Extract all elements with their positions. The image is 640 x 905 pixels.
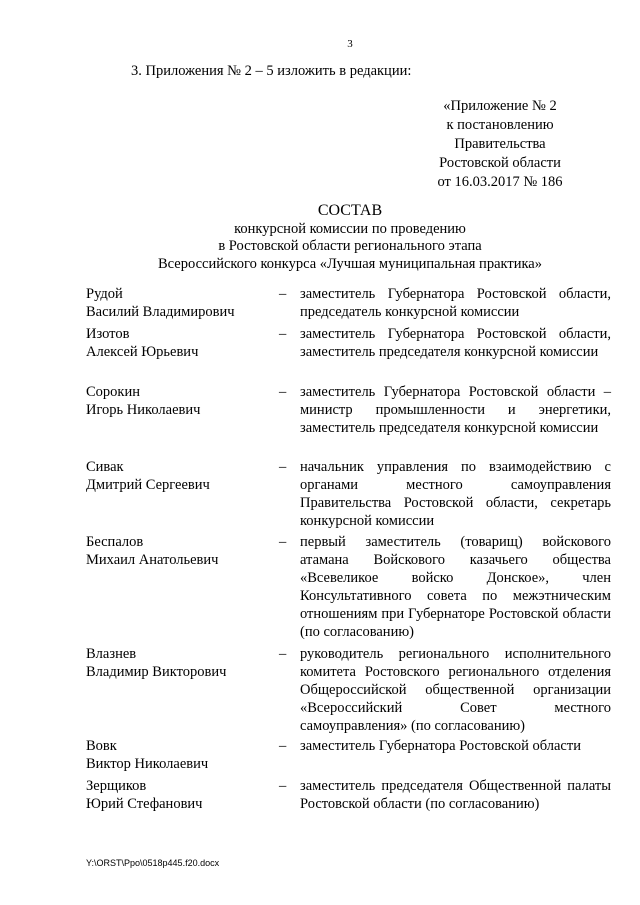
appendix-reference: [420, 97, 580, 192]
title-heading: СОСТАВ: [317, 202, 383, 219]
member-role: первый заместитель (товарищ) войскового атамана Войскового казачьего общества «Всевеликое войско Донское», член Консультативного совета по межэтническим отношениям при Губернаторе Ростовской области (по согласованию): [300, 534, 611, 640]
appendix-line: «Приложение № 2: [443, 98, 557, 114]
member-given-names: Дмитрий Сергеевич: [86, 477, 210, 493]
appendix-line: к постановлению: [446, 117, 554, 133]
dash-separator: –: [279, 738, 287, 754]
member-role: заместитель Губернатора Ростовской области – министр промышленности и энергетики, заместитель председателя конкурсной комиссии: [300, 384, 611, 436]
dash-separator: –: [279, 286, 287, 302]
member-role: начальник управления по взаимодействию с органами местного самоуправления Правительства Ростовской области, секретарь конкурсной комиссии: [300, 459, 611, 529]
member-given-names: Василий Владимирович: [86, 304, 235, 320]
dash-separator: –: [279, 384, 287, 400]
title-line: в Ростовской области регионального этапа: [218, 238, 482, 254]
member-surname: Зерщиков: [86, 778, 147, 794]
member-surname: Беспалов: [86, 534, 144, 550]
appendix-line: Правительства: [454, 136, 546, 152]
member-role: заместитель Губернатора Ростовской области, заместитель председателя конкурсной комиссии: [300, 326, 611, 360]
member-name: [86, 383, 276, 419]
member-given-names: Михаил Анатольевич: [86, 552, 219, 568]
member-name: [86, 285, 276, 321]
dash-separator: –: [279, 459, 287, 475]
member-surname: Сивак: [86, 459, 124, 475]
member-name: [86, 325, 276, 361]
member-surname: Сорокин: [86, 384, 140, 400]
member-given-names: Виктор Николаевич: [86, 756, 209, 772]
member-name: [86, 533, 276, 569]
member-surname: Изотов: [86, 326, 130, 342]
document-title: [120, 202, 580, 273]
member-name: [86, 645, 276, 681]
file-path-footer: Y:\ORST\Ppo\0518p445.f20.docx: [86, 858, 220, 868]
member-given-names: Юрий Стефанович: [86, 796, 203, 812]
member-role: заместитель председателя Общественной палаты Ростовской области (по согласованию): [300, 778, 611, 812]
appendix-line: Ростовской области: [439, 155, 561, 171]
title-line: Всероссийского конкурса «Лучшая муниципальная практика»: [158, 255, 542, 272]
member-name: [86, 458, 276, 494]
member-surname: Рудой: [86, 286, 123, 302]
member-surname: Влазнев: [86, 646, 137, 662]
member-role: заместитель Губернатора Ростовской области, председатель конкурсной комиссии: [300, 286, 611, 320]
member-name: [86, 777, 276, 813]
member-given-names: Владимир Викторович: [86, 664, 227, 680]
dash-separator: –: [279, 326, 287, 342]
dash-separator: –: [279, 534, 287, 550]
title-line: конкурсной комиссии по проведению: [234, 220, 466, 237]
member-role: руководитель регионального исполнительного комитета Ростовского регионального отделения Общероссийской общественной организации «Всероссийский Совет местного самоуправления» (по согласованию): [300, 646, 611, 734]
member-given-names: Игорь Николаевич: [86, 402, 201, 418]
member-name: [86, 737, 276, 773]
dash-separator: –: [279, 646, 287, 662]
member-role: заместитель Губернатора Ростовской области: [300, 738, 581, 754]
dash-separator: –: [279, 778, 287, 794]
intro-paragraph: 3. Приложения № 2 – 5 изложить в редакции:: [131, 63, 412, 79]
page-number: 3: [347, 38, 353, 50]
member-given-names: Алексей Юрьевич: [86, 344, 199, 360]
appendix-line: от 16.03.2017 № 186: [437, 174, 563, 190]
member-surname: Вовк: [86, 738, 117, 754]
